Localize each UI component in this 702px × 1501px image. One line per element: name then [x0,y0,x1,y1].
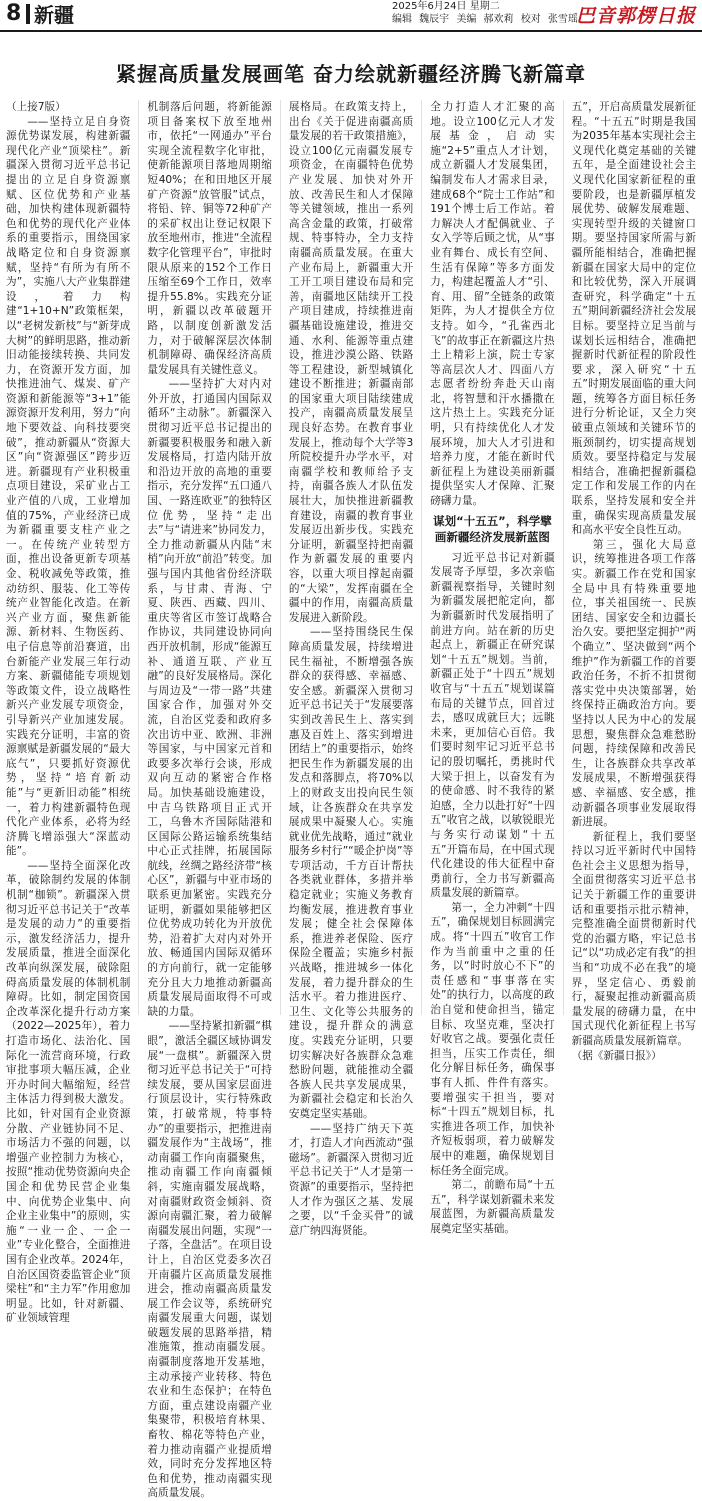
source-note: （上接7版） [6,101,66,113]
section-subheading: 谋划“十五五”，科学擘画新疆经济发展新蓝图 [433,513,552,544]
paragraph: 第三，强化大局意识，统筹推进各项工作落实。新疆工作在党和国家全局中具有特殊重要地位，事关祖国统一、民族团结、国家安全和边疆长治久安。要把坚定拥护“两个确立”、坚决做到“两个维护”作为新疆工作的首要政治任务，不折不扣贯彻落实党中央决策部署，始终保持正确政治方向。要坚持以人民为中心的发展思想，聚焦群众急难愁盼问题，持续保障和改善民生，让各族群众共享改革发展成果，不断增强获得感、幸福感、安全感，推动新疆各项事业发展取得新进展。 [571,538,697,829]
paragraph: 机制落后问题，将新能源项目备案权下放至地州市，依托“一网通办”平台实现全流程数字化审批，使新能源项目落地周期缩短40%；在和田地区开展矿产资源“放管服”试点，将铅、锌、铜等72种矿产的采矿权出让登记权限下放至地州市，推进“全流程数字化管理平台”，审批时限从原来的152个工作日压缩至69个工作日，效率提升55.8%。实践充分证明，新疆以改革破题开路，以制度创新激发活力，对于破解深层次体制机制障碍、确保经济高质量发展具有关键性意义。 [147,101,272,376]
paragraph: 全力打造人才汇聚的高地。设立100亿元人才发展基金，启动实施“2+5”重点人才计划，成立新疆人才发展集团，编制发布人才需求目录，建成68个“院士工作站”和191个博士后工作站。着力解决人才配偶就业、子女入学等后顾之忧，从“事业有舞台、成长有空间、生活有保障”等多方面发力，构建起覆盖人才“引、育、用、留”全链条的政策矩阵，为人才提供全方位支持。如今，“孔雀西北飞”的故事正在新疆这片热土上精彩上演，院士专家等高层次人才、四面八方志愿者纷纷奔赴天山南北，将智慧和汗水播撒在这片热土上。实践充分证明，只有持续优化人才发展环境，加大人才引进和培养力度，才能在新时代新征程上为建设美丽新疆提供坚实人才保障、汇聚磅礴力量。 [430,101,555,508]
publication-date: 2025年6月24日 星期二 [392,1,500,12]
paragraph: 习近平总书记对新疆发展寄予厚望，多次亲临新疆视察指导，关键时刻为新疆发展把舵定向，都为新疆新时代发展指明了前进方向。站在新的历史起点上，新疆正在研究谋划“十五五”规划。当前，新疆正处于“十四五”规划收官与“十五五”规划谋篇布局的关键节点，回首过去，感叹成就巨大；远眺未来，更加信心百倍。我们要时刻牢记习近平总书记的殷切嘱托，勇挑时代大梁于担上，以奋发有为的使命感、时不我待的紧迫感，全力以赴打好“十四五”收官之战，以敏锐眼光与务实行动谋划“十五五”开篇布局，在中国式现代化建设的伟大征程中奋勇前行，全力书写新疆高质量发展的新篇章。 [430,551,555,900]
paragraph: 新征程上，我们要坚持以习近平新时代中国特色社会主义思想为指导，全面贯彻落实习近平总书记关于新疆工作的重要讲话和重要指示批示精神，完整准确全面贯彻新时代党的治疆方略，牢记总书记“以“功成必定有我”的担当和“功成不必在我”的境界，坚定信心、勇毅前行，凝聚起推动新疆高质量发展的磅礴力量，在中国式现代化新征程上书写新疆高质量发展新篇章。 [571,830,697,1047]
paragraph: 第一，全力冲刺“十四五”，确保规划目标圆满完成。将“十四五”收官工作作为当前重中之重的任务，以“时时放心不下”的责任感和“事事落在实处”的执行力，以高度的政治自觉和使命担当，锚定目标、攻坚克难，坚决打好收官之战。要强化责任担当，压实工作责任，细化分解目标任务，确保事事有人抓、件件有落实。要增强实干担当，要对标“十四五”规划目标，扎实推进各项工作，加快补齐短板弱项，着力破解发展中的难题，确保规划目标任务全面完成。 [430,901,555,1177]
text-column [147,100,272,1500]
text-column [288,100,414,1237]
column-divider [563,100,564,1015]
paragraph: 五”，开启高质量发展新征程。“十五五”时期是我国为2035年基本实现社会主义现代化奠定基础的关键五年，是全面建设社会主义现代化国家新征程的重要阶段，也是新疆厚植发展优势、破解发展难题、实现转型升级的关键窗口期。要坚持国家所需与新疆所能相结合，准确把握新疆在国家大局中的定位和比较优势，深入开展调查研究，科学确定“十五五”期间新疆经济社会发展目标。要坚持立足当前与谋划长远相结合，准确把握新时代新征程的阶段性要求，深入研究“十五五”时期发展面临的重大问题，统筹各方面目标任务进行分析论证，又全力突破重点领域和关键环节的瓶颈制约，切实提高规划质效。要坚持稳定与发展相结合，准确把握新疆稳定工作和发展工作的内在联系，坚持发展和安全并重，确保实现高质量发展和高水平安全良性互动。 [571,101,697,537]
column-divider [280,100,281,1015]
header-divider [26,4,30,24]
header-rule [0,30,702,32]
newspaper-masthead: 巴音郭楞日报 [575,5,696,27]
section-name: 新疆 [34,3,74,27]
paragraph: ——坚持扩大对内对外开放，打通国内国际双循环“主动脉”。新疆深入贯彻习近平总书记提出的新疆要积极服务和融入新发展格局，打造内陆开放和沿边开放的高地的重要指示，充分发挥“五口通八国、一路连欧亚”的独特区位优势，坚持“走出去”与“请进来”协同发力，全力推动新疆从内陆“末梢”向开放“前沿”转变。加强与国内其他省份经济联系，与甘肃、青海、宁夏、陕西、西藏、四川、重庆等省区市签订战略合作协议，共同建设协同向西开放机制，形成“能源互补、通道互联、产业互融”的良好发展格局。深化与周边及“一带一路”共建国家合作，加强对外交流，自治区党委和政府多次出访中亚、欧洲、非洲等国家，与中国家元首和政要多次举行会谈，形成双向互动的紧密合作格局。加快基础设施建设，中吉乌铁路项目正式开工，乌鲁木齐国际陆港和区国际公路运输系统集结中心正式挂牌，拓展国际航线，丝绸之路经济带“核心区”，新疆与中亚市场的联系更加紧密。实践充分证明，新疆如果能够把区位优势成功转化为开放优势，沿着扩大对内对外开放、畅通国内国际双循环的方向前行，就一定能够充分且大力地推动新疆高质量发展局面取得不可或缺的力量。 [147,378,272,1018]
source-note: （据《新疆日报》） [571,1049,662,1062]
text-column [6,100,131,1325]
column-divider [421,100,422,1015]
article-headline: 紧握高质量发展画笔 奋力绘就新疆经济腾飞新篇章 [116,62,586,86]
page-header [0,0,702,30]
paragraph: 展格局。在政策支持上，出台《关于促进南疆高质量发展的若干政策措施》，设立100亿元南疆发展专项资金，在南疆特色优势产业发展、加快对外开放、改善民生和人才保障等关键领域，推出一系列高含金量的政策，打破常规、特事特办，全力支持南疆高质量发展。在重大产业布局上，新疆重大开工开工项目建设布局和完善，南疆地区陆续开工投产项目建成，持续推进南疆基础设施建设，推进交通、水利、能源等重点建设，推进沙漠公路、铁路等工程建设，新型城镇化建设不断推进；新疆南部的国家重大项目陆续建成投产，南疆高质量发展呈现良好态势。在教育事业发展上，推动每个大学等3所院校提升办学水平，对南疆学校和教师给予支持，南疆各族人才队伍发展壮大，加快推进新疆教育建设，南疆的教育事业发展迈出新步伐。实践充分证明，新疆坚持把南疆作为新疆发展的重要内容，以重大项目撑起南疆的“大梁”，发挥南疆在全疆中的作用，南疆高质量发展进入新阶段。 [288,101,414,624]
text-column [430,100,555,1235]
column-divider [138,100,139,1015]
page-number: 8 [6,1,22,26]
paragraph: ——坚持立足自身资源优势谋发展，构建新疆现代化产业“顶梁柱”。新疆深入贯彻习近平总书记提出的立足自身资源禀赋、区位优势和产业基础，加快构建体现新疆特色和优势的现代化产业体系的重要指示，围绕国家战略定位和自身资源禀赋，坚持“有所为有所不为”，实施八大产业集群建设，着力构建“1+10+N”政策框架，以“老树发新枝”与“新芽成大树”的鲜明思路，推动新旧动能接续转换、共同发力，在资源开发方面，加快推进油气、煤炭、矿产资源和新能源等“3+1”能源资源开发利用，努力“向地下要效益、向科技要突破”，推动新疆从“资源大区”向“资源强区”跨步迈进。新疆现有产业积极重点项目建设，采矿业占工业产值的八成，工业增加值的75%，产业经济已成为新疆重要支柱产业之一。在传统产业转型方面，推出设备更新专项基金、税收减免等政策，推动纺织、服装、化工等传统产业智能化改造。在新兴产业方面，聚焦新能源、新材料、生物医药、电子信息等前沿赛道，出台新能产业发展三年行动方案、新疆储能专项规划等政策文件，设立战略性新兴产业发展专项资金，引导新兴产业加速发展。实践充分证明，丰富的资源禀赋是新疆发展的“最大底气”，只要抓好资源优势，坚持“培育新动能”与“更新旧动能”相统一，着力构建新疆特色现代化产业体系，必将为经济腾飞增添强大“深蓝动能”。 [6,115,131,858]
paragraph: ——坚持紧扣新疆“棋眼”，激活全疆区域协调发展“一盘棋”。新疆深入贯彻习近平总书记关于“可持续发展，要从国家层面进行顶层设计，实行特殊政策，打破常规，特事特办”的重要指示，把推进南疆发展作为“主战场”，推动南疆工作向南疆聚焦，推动南疆工作向南疆倾斜，实施南疆发展战略，对南疆财政资金倾斜、资源向南疆汇聚，着力破解南疆发展出问题，实现“一子落，全盘活”。在项目设计上，自治区党委多次召开南疆片区高质量发展推进会，推动南疆高质量发展工作会议等，系统研究南疆发展重大问题，谋划破题发展的思路举措，精准施策，推动南疆发展。南疆制度落地开发基地，主动承接产业转移、特色农业和生态保护；在特色方面，重点建设南疆产业集聚带，积极培育林果、畜牧、棉花等特色产业，着力推动南疆产业提质增效，同时充分发挥地区特色和优势，推动南疆实现高质量发展。 [147,1020,272,1500]
paragraph: 第二，前瞻布局“十五五”，科学谋划新疆未来发展蓝图，为新疆高质量发展奠定坚实基础。 [430,1179,555,1235]
article-body [6,100,697,1500]
paragraph: ——坚持围绕民生保障高质量发展，持续增进民生福祉，不断增强各族群众的获得感、幸福感、安全感。新疆深入贯彻习近平总书记关于“发展要落实到改善民生上、落实到惠及百姓上、落实到增进团结上”的重要指示，始终把民生作为新疆发展的出发点和落脚点，将70%以上的财政支出投向民生领域，让各族群众在共享发展成果中凝聚人心。实施就业优先战略，通过“就业服务乡村行”“暖企护岗”等专项活动，千方百计帮扶各类就业群体，多措并举稳定就业；实施义务教育均衡发展，推进教育事业发展；健全社会保障体系，推进养老保险、医疗保险全覆盖；实施乡村振兴战略，推进城乡一体化发展，着力提升群众的生活水平。着力推进医疗、卫生、文化等公共服务的建设，提升群众的满意度。实践充分证明，只要切实解决好各族群众急难愁盼问题，就能推动全疆各族人民共享发展成果，为新疆社会稳定和长治久安奠定坚实基础。 [288,626,414,1120]
text-column [571,100,697,1062]
paragraph: ——坚持全面深化改革，破除制约发展的体制机制“枷锁”。新疆深入贯彻习近平总书记关于“改革是发展的动力”的重要指示，激发经济活力，提升发展质量，推进全面深化改革向纵深发展，破除阻碍高质量发展的体制机制障碍。比如，制定国资国企改革深化提升行动方案（2022—2025年），着力打造市场化、法治化、国际化一流营商环境，行政审批事项大幅压减，企业开办时间大幅缩短，经营主体活力得到极大激发。比如，针对国有企业资源分散、产业链协同不足、市场活力不强的问题，以增强产业控制力为核心，按照“推动优势资源向央企国企和优势民营企业集中、向优势企业集中、向企业主业集中”的原则，实施“一业一企、一企一业”专业化整合，全面推进国有企业改革。2024年，自治区国资委监管企业“顶梁柱”和“主力军”作用愈加明显。比如，针对新疆、矿业领域管理 [6,859,131,1325]
editor-credits: 编辑 魏辰宇 美编 郝欢莉 校对 张雪瑶 [392,14,578,25]
paragraph: ——坚持广纳天下英才，打造人才向西流动“强磁场”。新疆深入贯彻习近平总书记关于“人才是第一资源”的重要指示，坚持把人才作为强区之基、发展之要，以“千金买骨”的诚意广纳四海贤能。 [288,1122,414,1237]
